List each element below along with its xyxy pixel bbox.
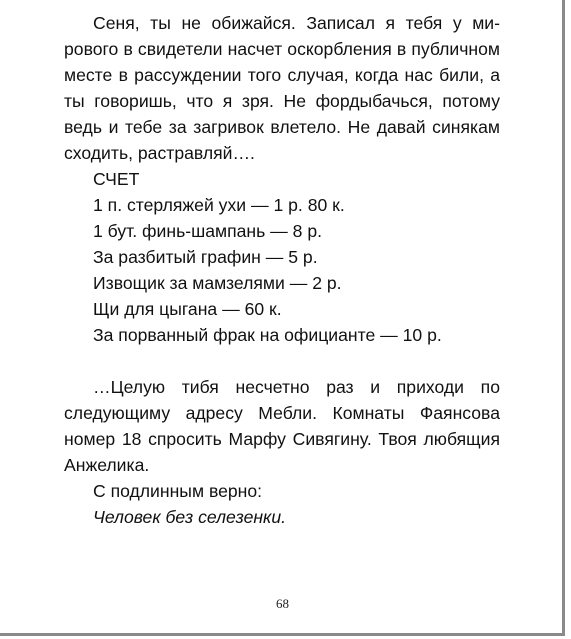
bill-item: Извощик за мамзелями — 2 р. bbox=[93, 273, 342, 293]
signature-line: Человек без селезенки. bbox=[93, 507, 287, 527]
paragraph-gap bbox=[64, 348, 500, 374]
bill-heading: СЧЕТ bbox=[93, 169, 140, 189]
attestation-line: С подлинным верно: bbox=[93, 481, 263, 501]
page-number: 68 bbox=[276, 596, 289, 611]
bill-item: За разбитый графин — 5 р. bbox=[93, 247, 318, 267]
bill-item: За порванный фрак на официанте — 10 р. bbox=[93, 325, 442, 345]
bill-item: 1 п. стерляжей ухи — 1 р. 80 к. bbox=[93, 195, 345, 215]
letter-paragraph-1: Сеня, ты не обижайся. Записал я тебя у мирового в свидетели насчет оскорбления в публичном месте в рассуждении того случая, когда нас били, а ты говоришь, что я зря. Не фордыбачься, потому ведь и тебе за загривок влетело. Не давай синякам сходить, растравляй…. bbox=[64, 13, 500, 163]
letter-paragraph-2: …Целую тибя несчетно раз и приходи по следующиму адресу Мебли. Комнаты Фаянсова номер 18 спросить Марфу Сивягину. Твоя любящия Анжелика. bbox=[64, 377, 500, 475]
bill-item: 1 бут. финь-шампань — 8 р. bbox=[93, 221, 322, 241]
bill-item: Щи для цыгана — 60 к. bbox=[93, 299, 282, 319]
letter-text bbox=[64, 10, 500, 530]
